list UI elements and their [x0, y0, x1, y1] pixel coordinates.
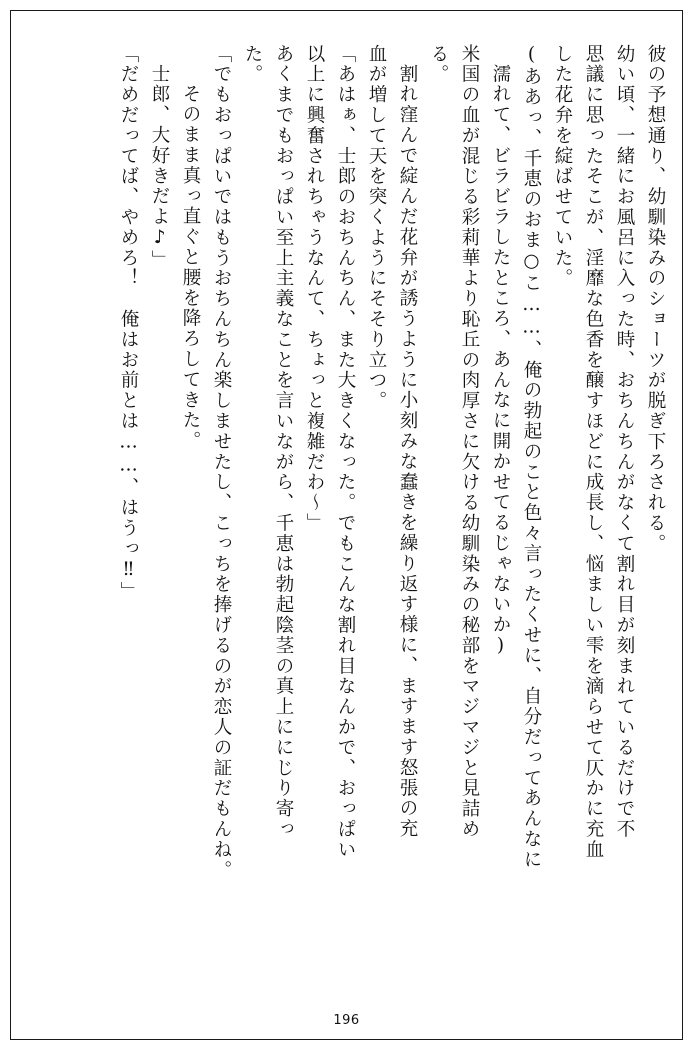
- text-line: した花弁を綻ばせていた。: [552, 44, 573, 289]
- text-line: 「だめだってば、やめろ！ 俺はお前とは……、はうっ‼」: [118, 44, 139, 603]
- text-line: 米国の血が混じる彩莉華より恥丘の肉厚さに欠ける幼馴染みの秘部をマジマジと見詰め: [459, 44, 480, 840]
- text-line: 「でもおっぱいではもうおちんちん楽しませたし、こっちを捧げるのが恋人の証だもんね。: [211, 44, 232, 881]
- text-line: た。: [242, 44, 263, 85]
- text-line: あくまでもおっぱい至上主義なことを言いながら、千恵は勃起陰茎の真上ににじり寄っ: [273, 44, 294, 840]
- text-line: 彼の予想通り、幼馴染みのショーツが脱ぎ下ろされる。: [645, 44, 666, 554]
- text-line: 割れ窪んで綻んだ花弁が誘うように小刻みな蠢きを繰り返す様に、ますます怒張の充: [397, 64, 418, 840]
- text-line: 血が増して天を突くようにそそり立つ。: [366, 44, 387, 412]
- text-line: 「あはぁ、士郎のおちんちん、また大きくなった。でもこんな割れ目なんかで、おっぱい: [335, 44, 356, 860]
- text-line: 幼い頃、一緒にお風呂に入った時、おちんちんがなくて割れ目が刻まれているだけで不: [614, 44, 635, 840]
- text-line: 思議に思ったそこが、淫靡な色香を醸すほどに成長し、悩ましい雫を滴らせて仄かに充血: [583, 44, 604, 860]
- page-number: 196: [333, 1013, 360, 1028]
- vertical-text-body: [28, 44, 664, 984]
- text-line: 濡れて、ビラビラしたところ、あんなに開かせてるじゃないか): [490, 64, 511, 659]
- text-line: そのまま真っ直ぐと腰を降ろしてきた。: [180, 84, 201, 452]
- text-line: 以上に興奮されちゃうなんて、ちょっと複雑だわ〜」: [304, 44, 325, 534]
- text-line: (ああっ、千恵のおま○こ……、俺の勃起のこと色々言ったくせに、自分だってあんなに: [521, 44, 542, 870]
- text-line: る。: [428, 44, 449, 85]
- text-line: 士郎、大好きだよ♪」: [149, 64, 170, 271]
